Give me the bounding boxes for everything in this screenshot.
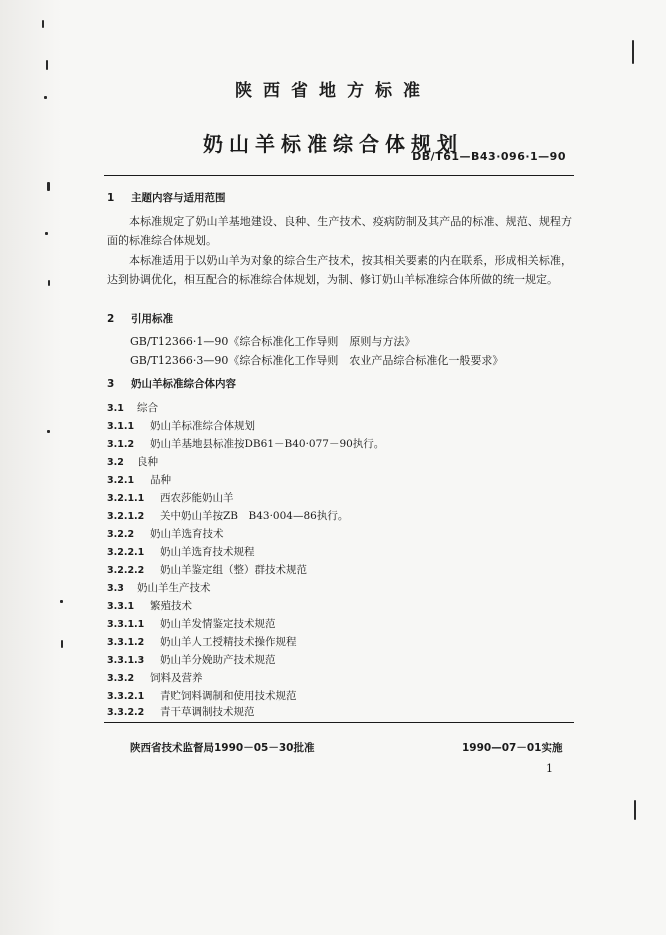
clause-item <box>107 634 297 649</box>
clause-text: 西农莎能奶山羊 <box>160 492 234 504</box>
issuing-organization: 陕西省地方标准 <box>235 81 431 101</box>
clause-text: 综合 <box>137 402 158 414</box>
reference-standard: GB/T12366·1—90《综合标准化工作导则 原则与方法》 <box>130 335 416 348</box>
clause-number: 3.3.2.2 <box>107 707 145 718</box>
scan-speck <box>60 600 63 603</box>
clause-item <box>107 400 158 415</box>
clause-item <box>107 562 307 577</box>
section-1-paragraph-1: 本标准规定了奶山羊基地建设、良种、生产技术、疫病防制及其产品的标准、规范、规程方面的标准综合体规划。 <box>107 215 572 247</box>
top-rule <box>104 175 574 176</box>
clause-item <box>107 454 158 469</box>
clause-text: 良种 <box>137 456 158 468</box>
scan-speck <box>48 280 50 286</box>
clause-number: 3.3.1.3 <box>107 655 145 666</box>
clause-item <box>107 598 192 613</box>
clause-item <box>107 704 255 719</box>
clause-item <box>107 544 255 559</box>
clause-item <box>107 508 348 523</box>
clause-item <box>107 490 234 505</box>
scan-speck <box>632 40 634 64</box>
clause-text: 奶山羊分娩助产技术规范 <box>160 654 276 666</box>
clause-number: 3.3.2 <box>107 673 135 684</box>
scan-speck <box>42 20 44 28</box>
clause-text: 奶山羊选育技术规程 <box>160 546 255 558</box>
clause-item <box>107 580 211 595</box>
section-number: 1 <box>107 192 115 204</box>
standard-code: DB/T61—B43·096·1—90 <box>412 150 566 163</box>
section-title: 主题内容与适用范围 <box>131 192 226 204</box>
approval-statement: 陕西省技术监督局1990－05－30批准 <box>130 742 315 754</box>
clause-number: 3.2.1 <box>107 475 135 486</box>
clause-text: 青贮饲料调制和使用技术规范 <box>160 690 297 702</box>
clause-text: 奶山羊选育技术 <box>150 528 224 540</box>
clause-number: 3.1.1 <box>107 421 135 432</box>
section-number: 3 <box>107 378 115 390</box>
clause-text: 奶山羊标准综合体规划 <box>150 420 255 432</box>
clause-number: 3.2.1.2 <box>107 511 145 522</box>
clause-text: 繁殖技术 <box>150 600 192 612</box>
clause-item <box>107 418 255 433</box>
clause-text: 奶山羊鉴定组（整）群技术规范 <box>160 564 307 576</box>
scan-speck <box>47 430 50 433</box>
section-2-heading <box>107 311 173 326</box>
section-number: 2 <box>107 313 115 325</box>
clause-text: 品种 <box>150 474 171 486</box>
clause-item <box>107 652 276 667</box>
clause-number: 3.2.2.2 <box>107 565 145 576</box>
bottom-rule <box>104 722 574 723</box>
section-1-paragraph-2: 本标准适用于以奶山羊为对象的综合生产技术，按其相关要素的内在联系，形成相关标准，达到协调优化，相互配合的标准综合体规划，为制、修订奶山羊标准综合体所做的统一规定。 <box>107 254 572 286</box>
section-3-heading <box>107 376 236 391</box>
clause-number: 3.3 <box>107 583 124 594</box>
section-1-heading <box>107 190 226 205</box>
scan-speck <box>634 800 636 820</box>
page-number: 1 <box>546 762 553 775</box>
clause-number: 3.3.1.2 <box>107 637 145 648</box>
section-title: 引用标准 <box>131 313 173 325</box>
clause-text: 饲料及营养 <box>150 672 203 684</box>
clause-number: 3.2.2 <box>107 529 135 540</box>
clause-number: 3.2.1.1 <box>107 493 145 504</box>
scan-speck <box>45 232 48 235</box>
clause-number: 3.2 <box>107 457 124 468</box>
clause-text: 关中奶山羊按ZB B43·004—86执行。 <box>160 510 349 522</box>
reference-standard: GB/T12366·3—90《综合标准化工作导则 农业产品综合标准化一般要求》 <box>130 354 504 367</box>
clause-item <box>107 670 203 685</box>
scan-speck <box>47 182 50 191</box>
clause-number: 3.2.2.1 <box>107 547 145 558</box>
scan-speck <box>61 640 63 648</box>
clause-item <box>107 616 276 631</box>
document-title: 奶山羊标准综合体规划 <box>203 132 463 156</box>
clause-text: 青干草调制技术规范 <box>160 706 255 718</box>
clause-number: 3.3.1 <box>107 601 135 612</box>
clause-number: 3.3.1.1 <box>107 619 145 630</box>
clause-number: 3.3.2.1 <box>107 691 145 702</box>
clause-text: 奶山羊基地县标准按DB61－B40·077－90执行。 <box>150 438 385 450</box>
clause-text: 奶山羊发情鉴定技术规范 <box>160 618 276 630</box>
clause-item <box>107 472 171 487</box>
clause-item <box>107 526 224 541</box>
clause-number: 3.1 <box>107 403 124 414</box>
section-title: 奶山羊标准综合体内容 <box>131 378 236 390</box>
clause-text: 奶山羊生产技术 <box>137 582 211 594</box>
clause-item <box>107 436 384 451</box>
clause-text: 奶山羊人工授精技术操作规程 <box>160 636 297 648</box>
clause-item <box>107 688 297 703</box>
clause-number: 3.1.2 <box>107 439 135 450</box>
effective-date: 1990—07－01实施 <box>462 742 563 754</box>
scan-speck <box>46 60 48 70</box>
